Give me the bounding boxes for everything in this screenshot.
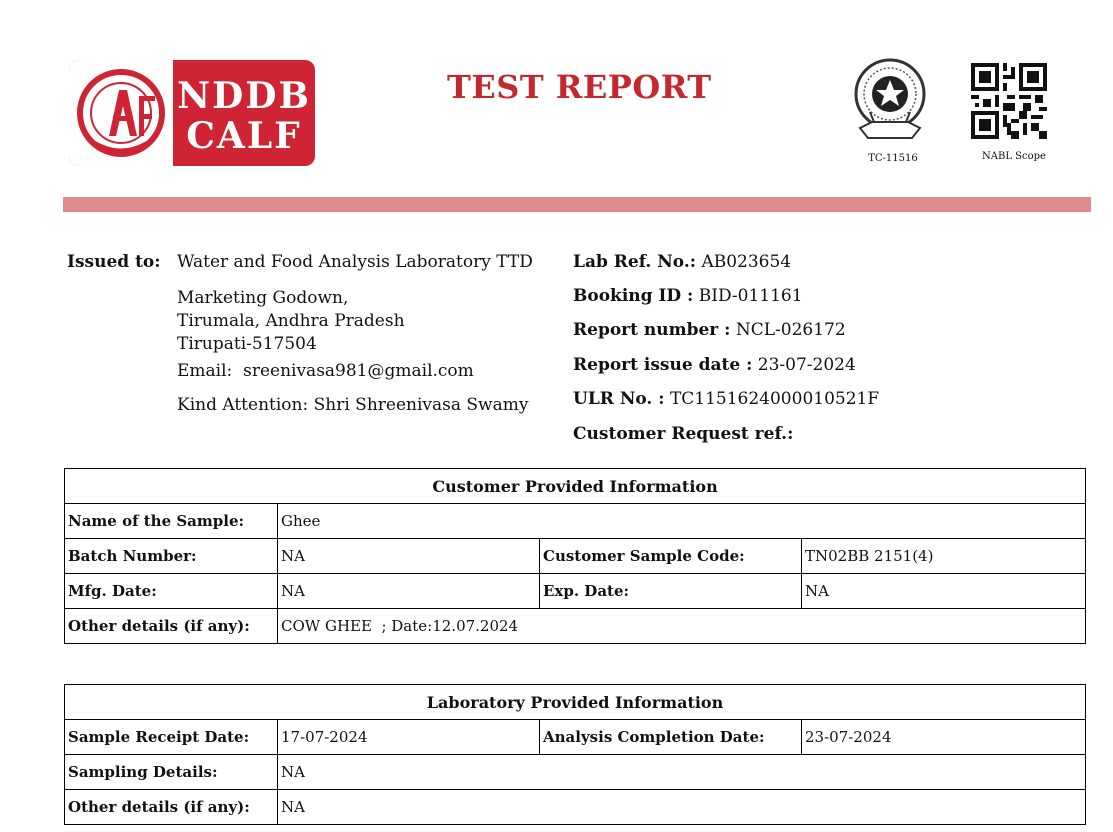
other-details-label: Other details (if any): [65, 609, 278, 644]
exp-date-label: Exp. Date: [540, 574, 802, 609]
email-label: Email: [177, 361, 233, 381]
accreditation-code: TC-11516 [868, 153, 918, 164]
issue-date-label: Report issue date : [573, 355, 753, 375]
lab-ref-value: AB023654 [701, 252, 792, 272]
customer-sample-code-label: Customer Sample Code: [540, 539, 802, 574]
table-header-row [65, 469, 1086, 504]
report-number-label: Report number : [573, 320, 731, 340]
sample-name-value: Ghee [278, 504, 1086, 539]
table-row [65, 539, 1086, 574]
issued-to-label: Issued to: [67, 252, 161, 272]
report-number-value: NCL-026172 [735, 320, 846, 340]
issue-date-value: 23-07-2024 [757, 355, 856, 375]
calf-emblem-icon [69, 60, 173, 166]
batch-number-label: Batch Number: [65, 539, 278, 574]
logo-text-nddb: NDDB [177, 75, 311, 117]
sampling-details-label: Sampling Details: [65, 755, 278, 790]
mfg-date-value: NA [278, 574, 540, 609]
qr-caption: NABL Scope [982, 151, 1046, 162]
sample-name-label: Name of the Sample: [65, 504, 278, 539]
qr-code-icon[interactable] [971, 63, 1047, 139]
receipt-date-value: 17-07-2024 [278, 720, 540, 755]
receipt-date-label: Sample Receipt Date: [65, 720, 278, 755]
address-line: Tirupati-517504 [177, 334, 317, 354]
ulr-value: TC1151624000010521F [669, 389, 880, 409]
mfg-date-label: Mfg. Date: [65, 574, 278, 609]
customer-request-row [573, 424, 793, 444]
table-header-row [65, 685, 1086, 720]
batch-number-value: NA [278, 539, 540, 574]
logo-text-calf: CALF [186, 115, 302, 157]
table-row [65, 609, 1086, 644]
header-divider-band [63, 197, 1091, 212]
customer-info-table [64, 468, 1086, 644]
kind-attention: Kind Attention: Shri Shreenivasa Swamy [177, 395, 529, 415]
table-row [65, 720, 1086, 755]
customer-sample-code-value: TN02BB 2151(4) [802, 539, 1086, 574]
sampling-details-value: NA [278, 755, 1086, 790]
lab-ref-row [573, 252, 791, 272]
email-row [177, 361, 474, 381]
lab-other-details-value: NA [278, 790, 1086, 825]
booking-id-value: BID-011161 [698, 286, 803, 306]
completion-date-label: Analysis Completion Date: [540, 720, 802, 755]
completion-date-value: 23-07-2024 [802, 720, 1086, 755]
lab-ref-label: Lab Ref. No.: [573, 252, 697, 272]
report-number-row [573, 320, 846, 340]
exp-date-value: NA [802, 574, 1086, 609]
table-row [65, 504, 1086, 539]
table-row [65, 574, 1086, 609]
lab-info-title: Laboratory Provided Information [65, 685, 1086, 720]
ulr-label: ULR No. : [573, 389, 665, 409]
issued-to-name: Water and Food Analysis Laboratory TTD [177, 252, 533, 272]
ulr-row [573, 389, 879, 409]
other-details-value: COW GHEE ; Date:12.07.2024 [278, 609, 1086, 644]
lab-other-details-label: Other details (if any): [65, 790, 278, 825]
page-title: TEST REPORT [447, 68, 712, 106]
customer-request-label: Customer Request ref.: [573, 424, 794, 444]
address-line: Tirumala, Andhra Pradesh [177, 311, 405, 331]
table-row [65, 790, 1086, 825]
lab-info-table [64, 684, 1086, 825]
email-value[interactable]: sreenivasa981@gmail.com [243, 361, 474, 381]
issued-to-address [177, 287, 405, 356]
table-row [65, 755, 1086, 790]
address-line: Marketing Godown, [177, 288, 349, 308]
booking-id-row [573, 286, 803, 306]
customer-info-title: Customer Provided Information [65, 469, 1086, 504]
nddb-calf-logo [69, 60, 315, 166]
booking-id-label: Booking ID : [573, 286, 694, 306]
nabl-seal-icon [850, 56, 930, 150]
issue-date-row [573, 355, 856, 375]
